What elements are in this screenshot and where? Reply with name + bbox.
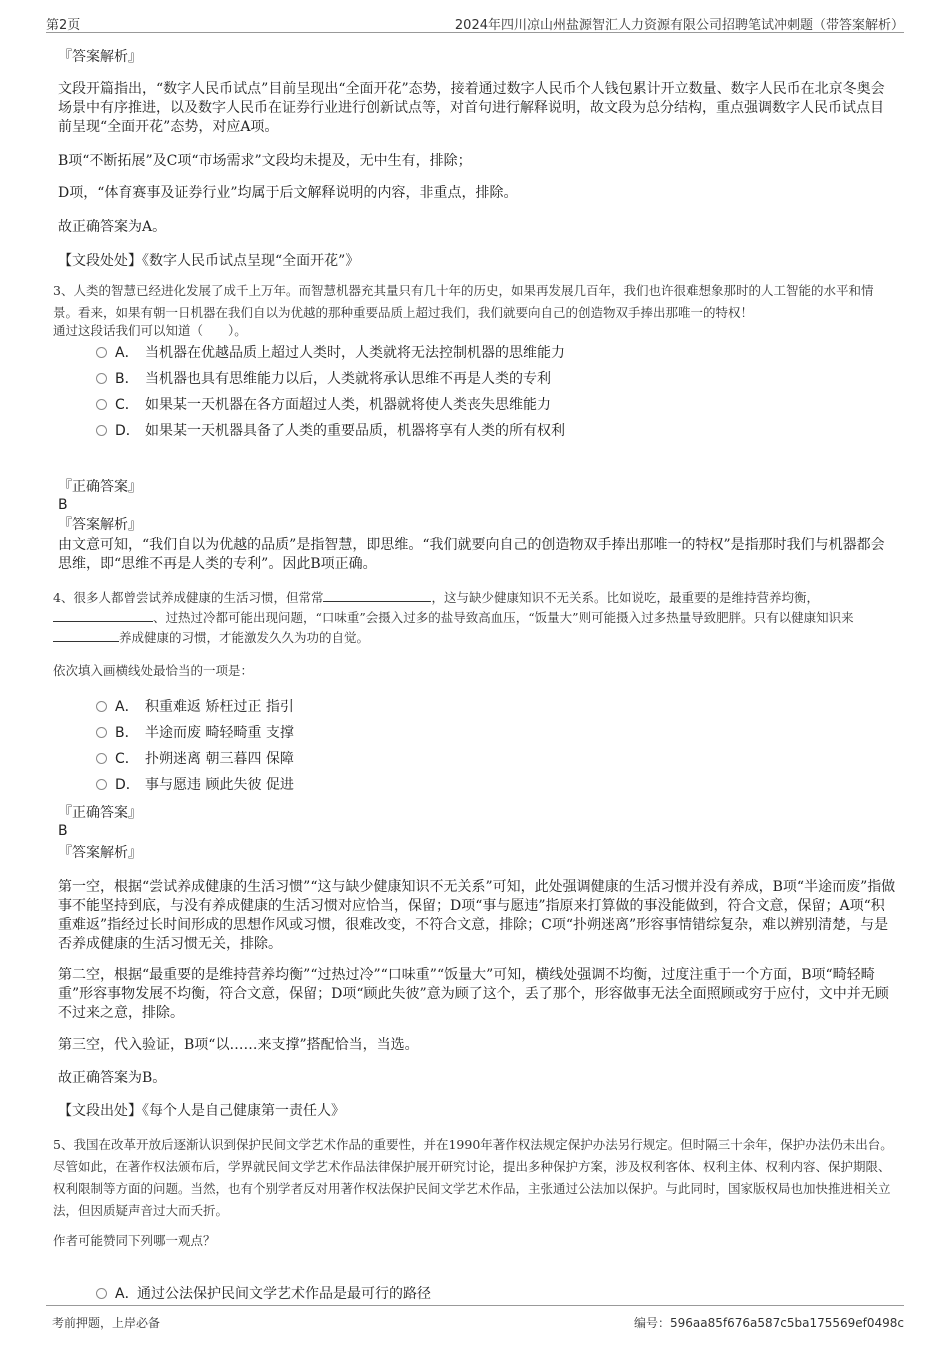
q3-option-c[interactable]: C． 如果某一天机器在各方面超过人类，机器就将使人类丧失思维能力 [96, 395, 551, 415]
footer-slogan: 考前押题，上岸必备 [52, 1316, 161, 1330]
q2-explain-p2: B项“不断拓展”及C项“市场需求”文段均未提及，无中生有，排除； [58, 153, 472, 169]
q4-stem: 4、很多人都曾尝试养成健康的生活习惯，但常常 ，这与缺少健康知识不无关系。比如说吃，最重要的是维持营养均衡，、过热过冷都可能出现问题，“口味重”会摄入过多的盐导致高血压，“饭量大”则可能摄入过多热量导致肥胖。只有以健康知识来养成健康的习惯，才能激发久久为功的自觉。 [53, 590, 854, 645]
q3-explain-heading: 『答案解析』 [58, 517, 142, 533]
radio-icon[interactable] [96, 399, 107, 410]
q3-option-a[interactable]: A． 当机器在优越品质上超过人类时，人类就将无法控制机器的思维能力 [96, 343, 565, 363]
q3-option-b[interactable]: B． 当机器也具有思维能力以后，人类就将承认思维不再是人类的专利 [96, 369, 551, 389]
page-header [46, 12, 904, 33]
q5-stem: 5、我国在改革开放后逐渐认识到保护民间文学艺术作品的重要性，并在1990年著作权法规定保护办法另行规定。但时隔三十余年，保护办法仍未出台。尽管如此，在著作权法颁布后，学界就民间文学艺术作品法律保护展开研究讨论，提出多种保护方案，涉及权利客体、权利主体、权利内容、保护期限、权利限制等方面的问题。当然，也有个别学者反对用著作权法保护民间文学艺术作品，主张通过公法加以保护。与此同时，国家版权局也加快推进相关立法，但因质疑声音过大而夭折。 [53, 1137, 893, 1218]
q3-explain: 由文意可知，“我们自以为优越的品质”是指智慧，即思维。“我们就要向自己的创造物双手捧出那唯一的特权”是指那时我们与机器都会思维，即“思维不再是人类的专利”。因此B项正确。 [58, 537, 885, 572]
q4-option-a[interactable]: A． 积重难返 矫枉过正 指引 [96, 697, 294, 717]
q3-answer-heading: 『正确答案』 [58, 479, 142, 495]
q4-explain-p1: 第一空，根据“尝试养成健康的生活习惯”“这与缺少健康知识不无关系”可知，此处强调健康的生活习惯并没有养成，B项“半途而废”指做事不能坚持到底，与没有养成健康的生活习惯对应恰当，保留；D项“事与愿违”指原来打算做的事没能做到，符合文意，保留；A项“积重难返”指经过长时间形成的思想作风或习惯，很难改变，不符合文意，排除；C项“扑朔迷离”形容事情错综复杂，难以辨别清楚，与是否养成健康的生活习惯无关，排除。 [58, 879, 896, 952]
q3-prompt: 通过这段话我们可以知道（ ）。 [53, 323, 247, 338]
q4-source: 【文段出处】《每个人是自己健康第一责任人》 [58, 1103, 345, 1119]
q2-source: 【文段处处】《数字人民币试点呈现“全面开花”》 [58, 253, 360, 269]
q4-explain-p4: 故正确答案为B。 [58, 1070, 167, 1086]
radio-icon[interactable] [96, 1288, 107, 1299]
q4-explain-heading: 『答案解析』 [58, 845, 142, 861]
q2-explain-p4: 故正确答案为A。 [58, 219, 167, 235]
q2-explain-p3: D项，“体育赛事及证券行业”均属于后文解释说明的内容，非重点，排除。 [58, 185, 518, 201]
page-number: 第2页 [46, 18, 81, 33]
radio-icon[interactable] [96, 425, 107, 436]
q4-answer-heading: 『正确答案』 [58, 805, 142, 821]
radio-icon[interactable] [96, 373, 107, 384]
radio-icon[interactable] [96, 347, 107, 358]
q3-answer: B [58, 497, 68, 513]
q4-answer: B [58, 823, 68, 839]
q4-explain-p3: 第三空，代入验证，B项“以……来支撑”搭配恰当，当选。 [58, 1037, 419, 1053]
q4-option-d[interactable]: D． 事与愿违 顾此失彼 促进 [96, 775, 294, 795]
q5-option-a[interactable]: A．通过公法保护民间文学艺术作品是最可行的路径 [96, 1284, 431, 1304]
radio-icon[interactable] [96, 727, 107, 738]
blank-2 [53, 608, 153, 622]
blank-3 [53, 628, 119, 642]
radio-icon[interactable] [96, 779, 107, 790]
document-title: 2024年四川凉山州盐源智汇人力资源有限公司招聘笔试冲刺题（带答案解析） [454, 18, 904, 33]
document-code: 编号：596aa85f676a587c5ba175569ef0498c [633, 1316, 904, 1330]
radio-icon[interactable] [96, 701, 107, 712]
q2-explain-heading: 『答案解析』 [58, 49, 142, 65]
q3-stem: 3、人类的智慧已经进化发展了成千上万年。而智慧机器充其量只有几十年的历史，如果再发展几百年，我们也许很难想象那时的人工智能的水平和情景。看来，如果有朝一日机器在我们自以为优越的那种重要品质上超过我们，我们就要向自己的创造物双手捧出那唯一的特权！ [53, 283, 874, 320]
page-footer [46, 1305, 904, 1334]
q3-option-d[interactable]: D． 如果某一天机器具备了人类的重要品质，机器将享有人类的所有权利 [96, 421, 565, 441]
q2-explain-p1: 文段开篇指出，“数字人民币试点”目前呈现出“全面开花”态势，接着通过数字人民币个人钱包累计开立数量、数字人民币在北京冬奥会场景中有序推进，以及数字人民币在证券行业进行创新试点等，对首句进行解释说明，故文段为总分结构，重点强调数字人民币试点目前呈现“全面开花”态势，对应A项。 [58, 81, 885, 135]
q4-option-b[interactable]: B． 半途而废 畸轻畸重 支撑 [96, 723, 294, 743]
q5-prompt: 作者可能赞同下列哪一观点？ [53, 1233, 216, 1248]
q4-prompt: 依次填入画横线处最恰当的一项是： [53, 663, 254, 678]
radio-icon[interactable] [96, 753, 107, 764]
q4-option-c[interactable]: C． 扑朔迷离 朝三暮四 保障 [96, 749, 294, 769]
blank-1 [323, 588, 431, 602]
q4-explain-p2: 第二空，根据“最重要的是维持营养均衡”“过热过冷”“口味重”“饭量大”可知，横线处强调不均衡，过度注重于一个方面，B项“畸轻畸重”形容事物发展不均衡，符合文意，保留；D项“顾此失彼”意为顾了这个，丢了那个，形容做事无法全面照顾或穷于应付，文中并无顾不过来之意，排除。 [58, 967, 889, 1021]
